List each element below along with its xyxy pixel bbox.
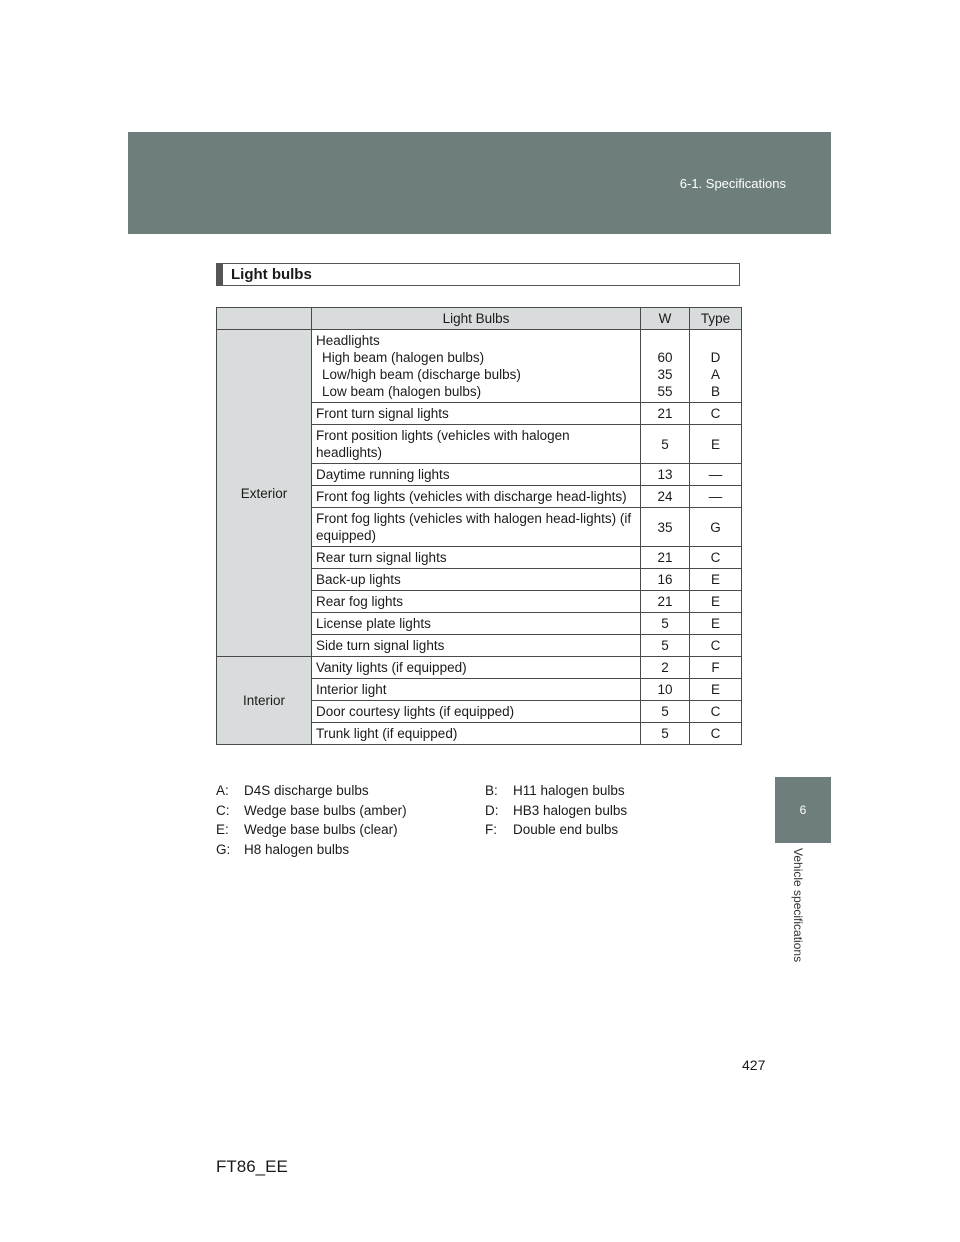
legend-text: Wedge base bulbs (clear) <box>244 822 398 837</box>
bulb-type: G <box>690 508 742 547</box>
legend-text: Double end bulbs <box>513 822 619 837</box>
bulb-type: — <box>690 464 742 486</box>
legend-key: C: <box>216 802 230 818</box>
watt-value: 35 <box>657 367 673 382</box>
legend-key: F: <box>485 822 497 837</box>
bulb-name: Door courtesy lights (if equipped) <box>312 701 641 723</box>
legend-item <box>485 820 618 840</box>
bulb-name: Vanity lights (if equipped) <box>312 657 641 679</box>
bulb-watts: 5 <box>641 425 690 464</box>
chapter-tab-label: Vehicle specifications <box>791 848 805 963</box>
type-value: A <box>710 367 720 382</box>
legend-key: G: <box>216 841 231 857</box>
headlights-line: Low/high beam (discharge bulbs) <box>322 367 521 382</box>
header-watts: W <box>641 308 690 330</box>
type-value: D <box>710 350 721 365</box>
legend-item <box>216 801 407 821</box>
bulb-name: Front fog lights (vehicles with halogen head-lights) (if equipped) <box>312 508 641 547</box>
headlights-title: Headlights <box>316 333 380 348</box>
legend-text: HB3 halogen bulbs <box>513 802 628 818</box>
headlights-watts <box>641 330 690 403</box>
bulb-name: Rear turn signal lights <box>312 547 641 569</box>
bulb-watts: 5 <box>641 613 690 635</box>
bulb-watts: 13 <box>641 464 690 486</box>
bulb-name: Front fog lights (vehicles with discharge head-lights) <box>312 486 641 508</box>
legend-key: B: <box>485 783 498 798</box>
bulb-type: C <box>690 723 742 745</box>
exterior-label: Exterior <box>217 330 312 657</box>
watt-value: 60 <box>657 350 673 365</box>
bulb-type: C <box>690 403 742 425</box>
title-accent-bar <box>217 264 223 285</box>
legend-text: Wedge base bulbs (amber) <box>244 802 407 818</box>
bulb-watts: 5 <box>641 723 690 745</box>
legend-key: A: <box>216 783 229 798</box>
section-heading: 6-1. Specifications <box>679 176 786 191</box>
bulb-watts: 21 <box>641 547 690 569</box>
bulb-name: Rear fog lights <box>312 591 641 613</box>
bulb-type: E <box>690 679 742 701</box>
bulb-type: F <box>690 657 742 679</box>
legend-item <box>216 820 398 840</box>
bulb-name: Daytime running lights <box>312 464 641 486</box>
bulb-name: Trunk light (if equipped) <box>312 723 641 745</box>
legend-text: H11 halogen bulbs <box>513 783 625 798</box>
page-number: 427 <box>742 1057 766 1073</box>
headlights-line: Low beam (halogen bulbs) <box>322 384 482 399</box>
section-title-text: Light bulbs <box>231 266 312 283</box>
bulb-watts: 21 <box>641 403 690 425</box>
watt-value: 55 <box>657 384 673 399</box>
header-group-cell <box>217 308 312 330</box>
bulb-type: C <box>690 547 742 569</box>
bulb-name: Front turn signal lights <box>312 403 641 425</box>
table-row <box>217 657 742 679</box>
headlights-cell <box>312 330 641 403</box>
interior-group <box>217 657 742 745</box>
light-bulbs-table <box>216 307 742 745</box>
bulb-watts: 16 <box>641 569 690 591</box>
interior-label: Interior <box>217 657 312 745</box>
document-code: FT86_EE <box>216 1157 288 1176</box>
legend-item <box>216 840 349 860</box>
bulb-type: E <box>690 425 742 464</box>
legend-item <box>485 801 627 821</box>
bulb-name: Side turn signal lights <box>312 635 641 657</box>
bulb-name: Back-up lights <box>312 569 641 591</box>
section-title <box>216 263 740 286</box>
bulb-watts: 10 <box>641 679 690 701</box>
bulb-watts: 5 <box>641 701 690 723</box>
legend-item <box>216 781 369 801</box>
legend-text: H8 halogen bulbs <box>244 841 350 857</box>
chapter-tab[interactable]: 6 <box>775 777 831 843</box>
table-row <box>217 330 742 403</box>
bulb-type: C <box>690 635 742 657</box>
type-value: B <box>710 384 720 399</box>
bulb-type: E <box>690 591 742 613</box>
legend-item <box>485 781 625 801</box>
bulb-watts: 5 <box>641 635 690 657</box>
headlights-line: High beam (halogen bulbs) <box>322 350 485 365</box>
bulb-type: E <box>690 613 742 635</box>
legend-key: E: <box>216 822 229 837</box>
exterior-group <box>217 330 742 657</box>
bulb-name: Front position lights (vehicles with halogen headlights) <box>312 425 641 464</box>
legend-key: D: <box>485 802 499 818</box>
bulb-type: C <box>690 701 742 723</box>
header-band <box>128 132 831 234</box>
bulb-type: — <box>690 486 742 508</box>
bulb-type: E <box>690 569 742 591</box>
headlights-types <box>690 330 742 403</box>
table-header-row <box>217 308 742 330</box>
bulb-watts: 21 <box>641 591 690 613</box>
bulb-name: Interior light <box>312 679 641 701</box>
bulb-watts: 2 <box>641 657 690 679</box>
bulb-watts: 35 <box>641 508 690 547</box>
bulb-name: License plate lights <box>312 613 641 635</box>
bulb-watts: 24 <box>641 486 690 508</box>
header-light-bulbs: Light Bulbs <box>312 308 641 330</box>
header-type: Type <box>690 308 742 330</box>
legend-text: D4S discharge bulbs <box>244 783 369 798</box>
